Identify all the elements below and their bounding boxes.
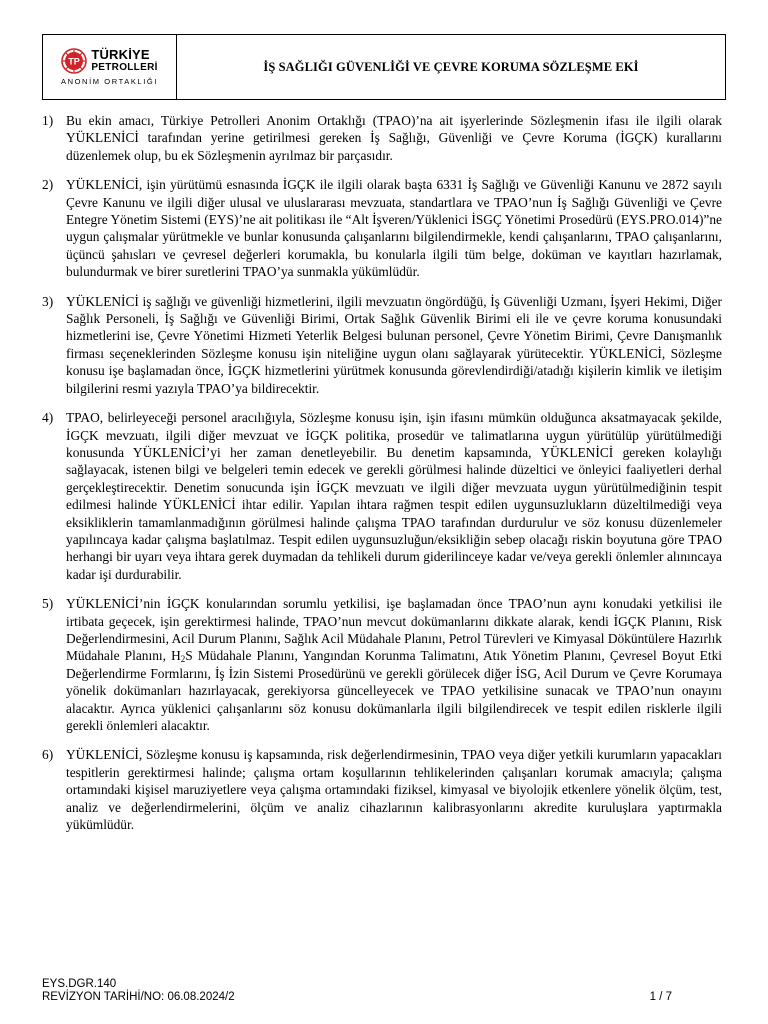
tpao-emblem-icon bbox=[61, 48, 87, 74]
clause-number: 4) bbox=[42, 410, 54, 426]
clause-1 bbox=[42, 112, 722, 164]
clause-6 bbox=[42, 746, 722, 833]
clause-text bbox=[66, 595, 722, 734]
footer-doc-info bbox=[42, 978, 235, 1004]
clause-text: YÜKLENİCİ, Sözleşme konusu iş kapsamında, risk değerlendirmesinin, TPAO veya diğer yetkili kurumların yapacakları tespitlerin gerektirmesi halinde; çalışma ortam koşullarının tehlikelerinden çalışanları korumak amacıyla; çalışma ortamındaki kişisel maruziyetlere veya çalışma ortamındaki fiziksel, kimyasal ve biyolojik etkenlere yönelik ölçüm, test, analiz ve değerlendirmelerini, ölçüm ve analiz cihazlarının kalibrasyonlarını akredite kuruluşlara yaptırmakla yükümlüdür. bbox=[66, 747, 722, 833]
clause-text-part-2: S Müdahale Planını, Yangından Korunma Talimatını, Atık Yönetim Planını, Çevresel Boyut Etki Değerlendirme Formlarını, İş İzin Sistemi Prosedürünü ve gerekli görülecek diğer İSG, Acil Durum ve Çevre Korumaya yönelik dokümanları hazırlayacak, gerekiyorsa güncelleyecek ve TPAO yetkilisine sunacak ve TPAO’nun onayını alacaktır. Ayrıca yüklenici çalışanlarını söz konusu dokümanlarla ilgili bilgilendirecek ve tespit edilen risklerle ilgili gerekli önlemleri alacaktır. bbox=[66, 648, 722, 733]
logo-mark: TP bbox=[68, 56, 81, 67]
document-header bbox=[42, 34, 726, 100]
logo-word-2: PETROLLERİ bbox=[91, 62, 158, 73]
clause-number: 6) bbox=[42, 747, 54, 763]
clause-text: Bu ekin amacı, Türkiye Petrolleri Anonim Ortaklığı (TPAO)’na ait işyerlerinde Sözleşmenin ifası ile ilgili olarak YÜKLENİCİ tarafından yerine getirilmesi gereken İş Sağlığı, Güvenliği ve Çevre Koruma (İGÇK) kurallarını düzenlemek olup, bu ek Sözleşmenin ayrılmaz bir parçasıdır. bbox=[66, 113, 722, 163]
clause-5 bbox=[42, 595, 722, 734]
revision-info: REVİZYON TARİHİ/NO: 06.08.2024/2 bbox=[42, 991, 235, 1003]
document-code: EYS.DGR.140 bbox=[42, 978, 117, 990]
document-title: İŞ SAĞLIĞI GÜVENLİĞİ VE ÇEVRE KORUMA SÖZLEŞME EKİ bbox=[263, 59, 639, 74]
logo-word-1: TÜRKİYE bbox=[91, 47, 150, 62]
clause-text: YÜKLENİCİ, işin yürütümü esnasında İGÇK ile ilgili olarak başta 6331 İş Sağlığı ve Güvenliği Kanunu ve 2872 sayılı Çevre Kanunu ve ilgili diğer ulusal ve uluslararası mevzuata, standartlara ve TPAO’nun İş Sağlığı Güvenliği ve Çevre Entegre Yönetim Sistemi (EYS)’ne ait politikası ile “Alt İşveren/Yüklenici İSGÇ Yönetimi Prosedürü (EYS.PRO.014)”ne uygun çalışmalar yürütmekle ve bunlar konusunda çalışanlarını bilgilendirmekle, kendi çalışanlarını, TPAO çalışanlarını, üçüncü şahısları ve çevresel değerleri korumakla, bu konularla ilgili tüm belge, doküman ve kayıtları hazırlamak, bulundurmak ve birer suretlerini TPAO’ya sunmakla yükümlüdür. bbox=[66, 177, 722, 280]
page-number: 1 / 7 bbox=[649, 991, 672, 1003]
logo-subtitle: ANONİM ORTAKLIĞI bbox=[61, 77, 158, 86]
clause-3 bbox=[42, 293, 722, 397]
clause-number: 1) bbox=[42, 113, 54, 128]
clause-text: TPAO, belirleyeceği personel aracılığıyla, Sözleşme konusu işin, işin ifasını mümkün olduğunca aksatmayacak şekilde, İGÇK mevzuatı, ilgili diğer mevzuat ve İGÇK politika, prosedür ve talimatlarına uygun yürütülüp yürütülmediği konusunda YÜKLENİCİ’yi her zaman denetleyebilir. Bu denetim kapsamında, YÜKLENİCİ gereken kolaylığı sağlayacak, istenen bilgi ve belgeleri temin edecek ve gerekli görülmesi halinde düzeltici ve önleyici faaliyetleri derhal gerçekleştirecektir. Denetim sonucunda işin İGÇK mevzuatı ve ilgili diğer mevzuata uygun yürütülmediğinin tespit edilmesi halinde YÜKLENİCİ ihtar edilir. Yapılan ihtara rağmen tespit edilen uygunsuzlukların düzeltilmediği veya eksikliklerin tamamlanmadığının görülmesi halinde çalışma TPAO tarafından durdurulur ve söz konusu düzenlemeler yapılıncaya kadar çalışma başlatılmaz. Tespit edilen uygunsuzluğun/eksikliğin sebep olacağı riskin boyutuna göre TPAO herhangi bir uyarı veya ihtara gerek duymadan da tehlikeli durum giderilinceye kadar ve/veya gerekli önlemler alınıncaya kadar işi durdurabilir. bbox=[66, 410, 722, 582]
clause-4 bbox=[42, 409, 722, 583]
clause-text: YÜKLENİCİ iş sağlığı ve güvenliği hizmetlerini, ilgili mevzuatın öngördüğü, İş Güvenliği Uzmanı, İşyeri Hekimi, Diğer Sağlık Personeli, İş Sağlığı ve Güvenliği Birimi, Ortak Sağlık Güvenlik Birimi eli ile ve çevre koruma konusundaki hizmetlerini ise, Çevre Yönetimi Hizmeti Yeterlik Belgesi bulunan personel, Çevre Yönetim Birimi, Çevre Danışmanlık firması seçeneklerinden Sözleşme konusu işin niteliğine uygun olanı sağlayarak yürütecektir. YÜKLENİCİ, Sözleşme konusu işe başlamadan önce, İGÇK hizmetlerini yürütmek konusunda görevlendirdiği/atadığı kişilerin kimlik ve iletişim bilgilerini resmi yazıyla TPAO’ya bildirecektir. bbox=[66, 293, 722, 396]
clause-number: 5) bbox=[42, 596, 54, 612]
subscript-2: 2 bbox=[180, 654, 186, 665]
clause-text-part-1: YÜKLENİCİ’nin İGÇK konularından sorumlu yetkilisi, işe başlamadan önce TPAO’nun aynı konudaki yetkilisi ile irtibata geçecek, işin gerektirmesi halinde, TPAO’nun mevcut dokümanlarını dikkate alarak, kendi İGÇK Planını, Risk Değerlendirmesini, Acil Durum Planını, Sağlık Acil Müdahale Planını, Petrol Türevleri ve Kimyasal Döküntülere Hazırlık Müdahale Planını, H bbox=[66, 596, 722, 664]
clause-2 bbox=[42, 176, 722, 280]
clause-number: 3) bbox=[42, 293, 54, 309]
clauses-list bbox=[42, 112, 722, 845]
clause-number: 2) bbox=[42, 177, 54, 193]
logo-cell bbox=[43, 35, 177, 99]
tpao-logo bbox=[61, 48, 158, 86]
